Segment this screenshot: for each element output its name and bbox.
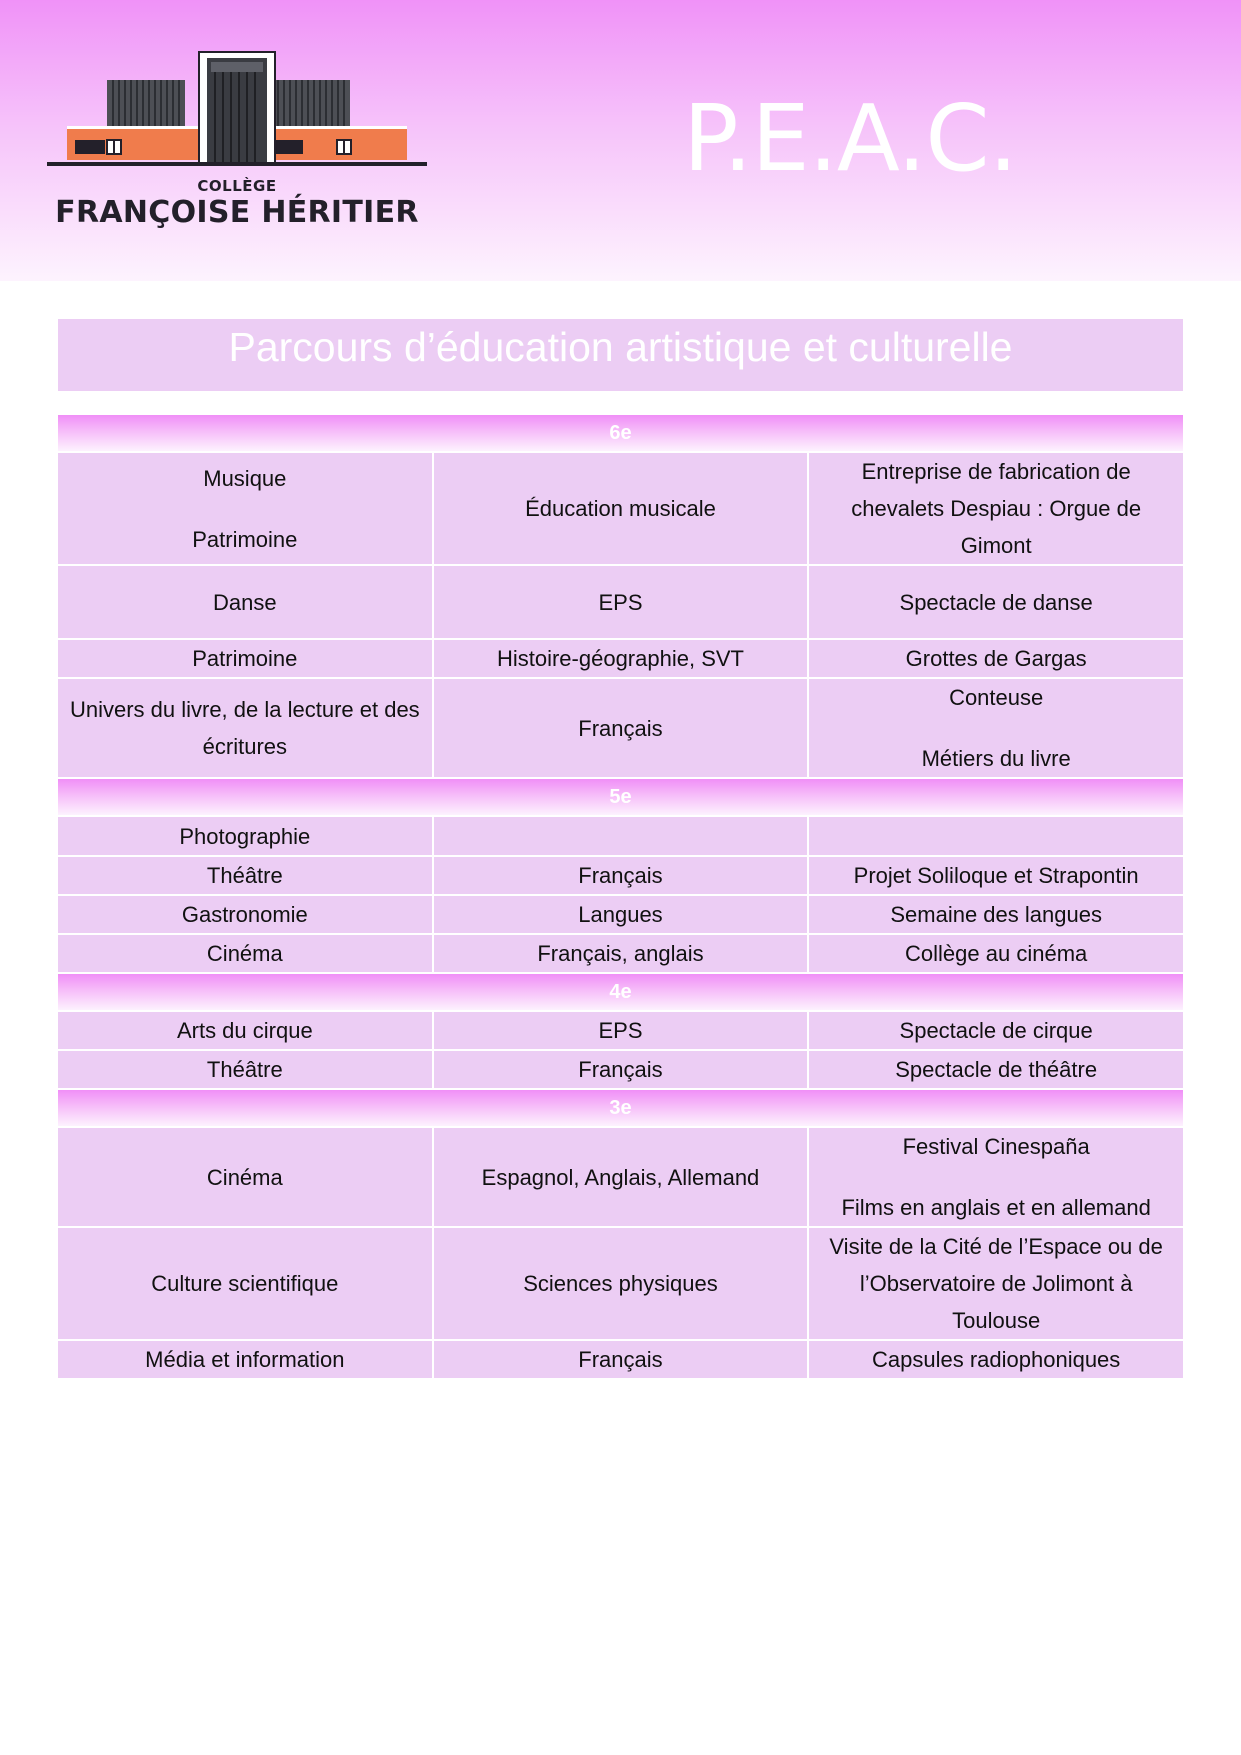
subject-cell: Français (434, 1341, 808, 1378)
subject-cell: Histoire-géographie, SVT (434, 640, 808, 677)
level-header-3e: 3e (58, 1090, 1183, 1126)
level-header-4e: 4e (58, 974, 1183, 1010)
domain-cell: Gastronomie (58, 896, 432, 933)
subject-cell: Langues (434, 896, 808, 933)
domain-cell (58, 453, 432, 564)
table-row (58, 1051, 1183, 1088)
level-row (58, 1090, 1183, 1126)
table-row (58, 1228, 1183, 1339)
peac-table (56, 413, 1185, 1380)
table-row (58, 453, 1183, 564)
project-cell (809, 817, 1183, 855)
level-row (58, 974, 1183, 1010)
project-cell: Spectacle de cirque (809, 1012, 1183, 1049)
project-cell: Capsules radiophoniques (809, 1341, 1183, 1378)
domain-cell: Cinéma (58, 935, 432, 972)
level-header-5e: 5e (58, 779, 1183, 815)
domain-cell: Danse (58, 566, 432, 638)
table-row (58, 896, 1183, 933)
project-cell: Spectacle de théâtre (809, 1051, 1183, 1088)
logo-college-label: COLLÈGE (197, 177, 277, 195)
project-text: Festival Cinespaña (902, 1134, 1090, 1159)
subject-cell: Français, anglais (434, 935, 808, 972)
domain-cell: Culture scientifique (58, 1228, 432, 1339)
project-cell (809, 1128, 1183, 1226)
project-cell: Visite de la Cité de l’Espace ou de l’Observatoire de Jolimont à Toulouse (809, 1228, 1183, 1339)
table-row (58, 566, 1183, 638)
page-header (0, 0, 1241, 281)
project-cell: Projet Soliloque et Strapontin (809, 857, 1183, 894)
subject-cell: Espagnol, Anglais, Allemand (434, 1128, 808, 1226)
page-title: Parcours d’éducation artistique et culturelle (228, 324, 1013, 370)
table-row (58, 817, 1183, 855)
page-acronym: P.E.A.C. (683, 85, 1017, 192)
domain-cell: Patrimoine (58, 640, 432, 677)
subject-cell: Français (434, 857, 808, 894)
domain-cell: Média et information (58, 1341, 432, 1378)
subject-cell: Français (434, 679, 808, 777)
domain-cell: Théâtre (58, 857, 432, 894)
domain-cell: Univers du livre, de la lecture et des écritures (58, 679, 432, 777)
logo-college-name: FRANÇOISE HÉRITIER (55, 195, 419, 230)
domain-cell: Photographie (58, 817, 432, 855)
project-text: Métiers du livre (921, 746, 1071, 771)
domain-text: Patrimoine (192, 526, 298, 552)
domain-text: Musique (203, 465, 287, 491)
project-cell: Semaine des langues (809, 896, 1183, 933)
level-row (58, 415, 1183, 451)
domain-cell: Théâtre (58, 1051, 432, 1088)
table-row (58, 1128, 1183, 1226)
project-cell: Spectacle de danse (809, 566, 1183, 638)
college-building-icon (47, 50, 427, 170)
subject-cell: Français (434, 1051, 808, 1088)
project-cell (809, 679, 1183, 777)
level-header-6e: 6e (58, 415, 1183, 451)
subject-cell (434, 817, 808, 855)
subject-cell: EPS (434, 1012, 808, 1049)
project-cell: Entreprise de fabrication de chevalets Despiau : Orgue de Gimont (809, 453, 1183, 564)
level-row (58, 779, 1183, 815)
project-cell: Grottes de Gargas (809, 640, 1183, 677)
table-row (58, 1012, 1183, 1049)
domain-cell: Cinéma (58, 1128, 432, 1226)
table-row (58, 857, 1183, 894)
project-text: Conteuse (949, 685, 1044, 710)
table-row (58, 935, 1183, 972)
project-text: Films en anglais et en allemand (841, 1195, 1151, 1220)
college-logo (47, 50, 427, 230)
subject-cell: EPS (434, 566, 808, 638)
table-row (58, 640, 1183, 677)
table-row (58, 1341, 1183, 1378)
page-title-bar (58, 319, 1183, 391)
subject-cell: Éducation musicale (434, 453, 808, 564)
domain-cell: Arts du cirque (58, 1012, 432, 1049)
subject-cell: Sciences physiques (434, 1228, 808, 1339)
project-cell: Collège au cinéma (809, 935, 1183, 972)
table-row (58, 679, 1183, 777)
